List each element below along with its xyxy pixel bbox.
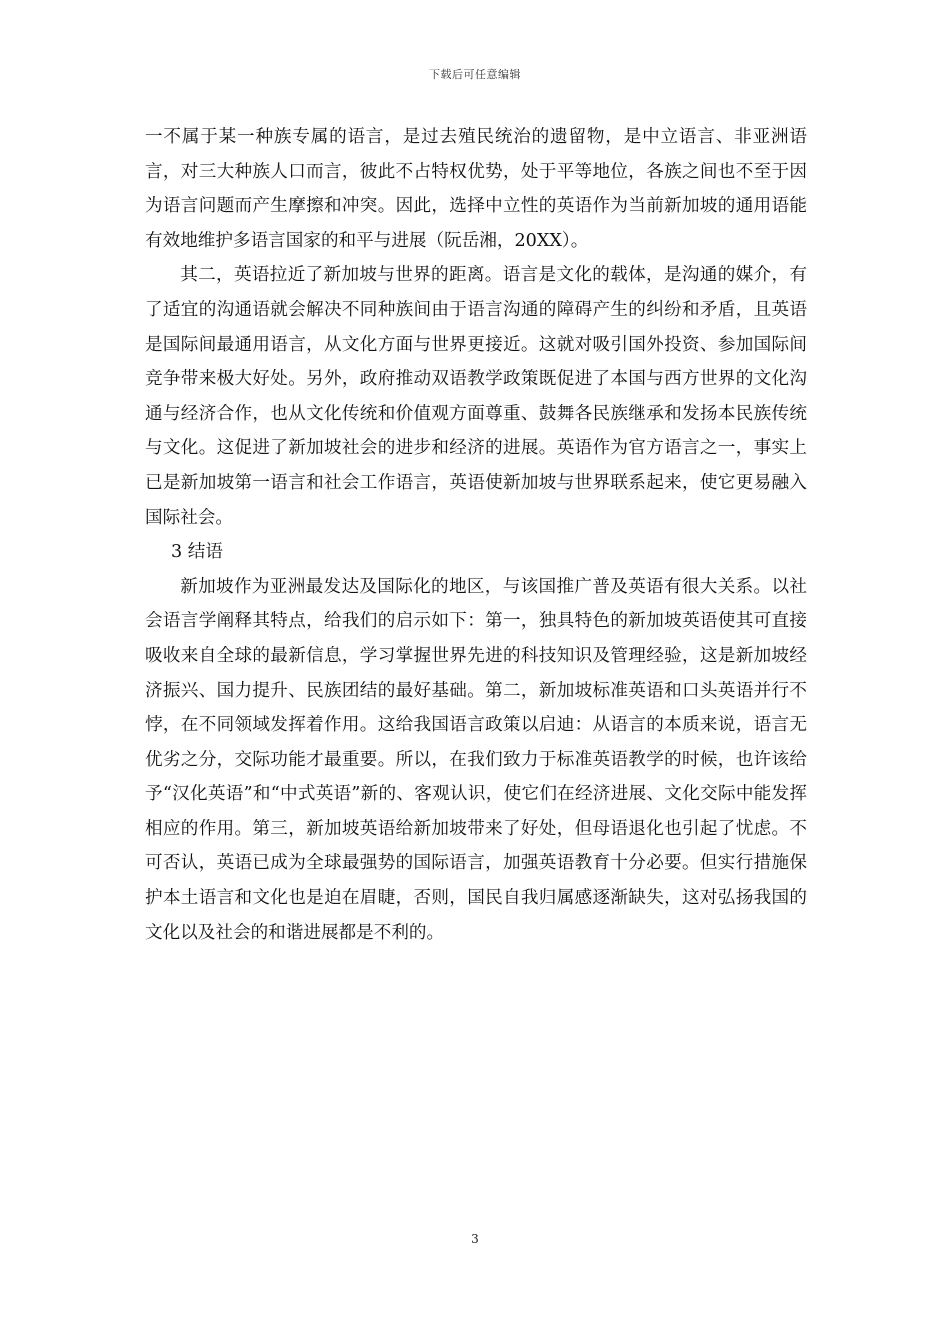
page-header: 下载后可任意编辑 <box>429 68 521 81</box>
paragraph-english-distance: 其二，英语拉近了新加坡与世界的距离。语言是文化的载体，是沟通的媒介，有了适宜的沟通语就会解决不同种族间由于语言沟通的障碍产生的纠纷和矛盾，且英语是国际间最通用语言，从文化方面与世界更接近。这就对吸引国外投资、参加国际间竞争带来极大好处。另外，政府推动双语教学政策既促进了本国与西方世界的文化沟通与经济合作，也从文化传统和价值观方面尊重、鼓舞各民族继承和发扬本民族传统与文化。这促进了新加坡社会的进步和经济的进展。英语作为官方语言之一，事实上已是新加坡第一语言和社会工作语言，英语使新加坡与世界联系起来，使它更易融入国际社会。 <box>145 265 807 528</box>
paragraph-conclusion: 新加坡作为亚洲最发达及国际化的地区，与该国推广普及英语有很大关系。以社会语言学阐释其特点，给我们的启示如下：第一，独具特色的新加坡英语使其可直接吸收来自全球的最新信息，学习掌握世界先进的科技知识及管理经验，这是新加坡经济振兴、国力提升、民族团结的最好基础。第二，新加坡标准英语和口头英语并行不悖，在不同领域发挥着作用。这给我国语言政策以启迪：从语言的本质来说，语言无优劣之分，交际功能才最重要。所以，在我们致力于标准英语教学的时候，也许该给予“汉化英语”和“中式英语”新的、客观认识，使它们在经济进展、文化交际中能发挥相应的作用。第三，新加坡英语给新加坡带来了好处，但母语退化也引起了忧虑。不可否认，英语已成为全球最强势的国际语言，加强英语教育十分必要。但实行措施保护本土语言和文化也是迫在眉睫，否则，国民自我归属感逐渐缺失，这对弘扬我国的文化以及社会的和谐进展都是不利的。 <box>145 576 807 943</box>
paragraph-continuation: 一不属于某一种族专属的语言，是过去殖民统治的遗留物，是中立语言、非亚洲语言，对三大种族人口而言，彼此不占特权优势，处于平等地位，各族之间也不至于因为语言问题而产生摩擦和冲突。因此，选择中立性的英语作为当前新加坡的通用语能有效地维护多语言国家的和平与进展（阮岳湘，20XX）。 <box>145 127 807 251</box>
document-body <box>145 120 807 950</box>
section-heading-conclusion: 3 结语 <box>171 542 223 563</box>
page-number: 3 <box>471 1232 479 1246</box>
